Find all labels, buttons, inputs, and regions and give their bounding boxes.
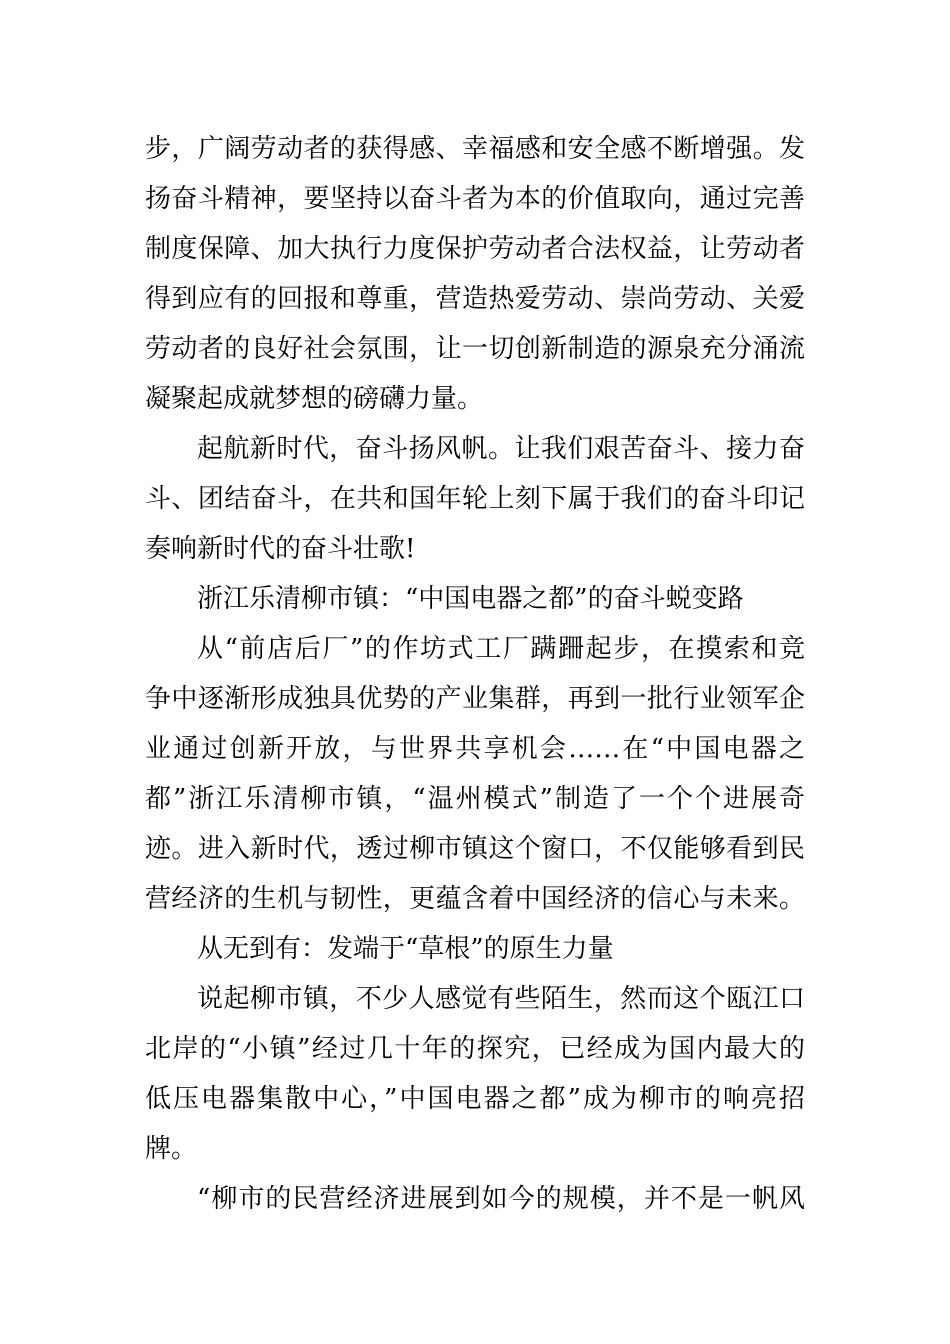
text-line-21: 牌。 [145, 1134, 198, 1164]
section-heading-grassroots: 从无到有：发端于“草根”的原生力量 [197, 934, 614, 964]
text-line-9: 奏响新时代的奋斗壮歌! [145, 534, 416, 564]
text-line-2: 扬奋斗精神，要坚持以奋斗者为本的价值取向，通过完善 [145, 184, 805, 214]
text-line-19: 北岸的“小镇”经过几十年的探究，已经成为国内最大的 [145, 1034, 805, 1064]
text-line-13: 业通过创新开放，与世界共享机会……在“中国电器之 [145, 734, 805, 764]
text-line-3: 制度保障、加大执行力度保护劳动者合法权益，让劳动者 [145, 234, 805, 264]
text-line-12: 争中逐渐形成独具优势的产业集群，再到一批行业领军企 [145, 684, 805, 714]
text-line-6: 凝聚起成就梦想的磅礴力量。 [145, 384, 484, 414]
text-line-7: 起航新时代，奋斗扬风帆。让我们艰苦奋斗、接力奋 [197, 434, 805, 464]
text-line-22: “柳市的民营经济进展到如今的规模，并不是一帆风 [197, 1184, 805, 1214]
text-line-14: 都”浙江乐清柳市镇，“温州模式”制造了一个个进展奇 [145, 784, 805, 814]
text-line-18: 说起柳市镇，不少人感觉有些陌生，然而这个瓯江口 [197, 984, 805, 1014]
text-line-4: 得到应有的回报和尊重，营造热爱劳动、崇尚劳动、关爱 [145, 284, 805, 314]
text-line-8: 斗、团结奋斗，在共和国年轮上刻下属于我们的奋斗印记 [145, 484, 805, 514]
section-heading-liushi: 浙江乐清柳市镇：“中国电器之都”的奋斗蜕变路 [197, 584, 744, 614]
text-line-15: 迹。进入新时代，透过柳市镇这个窗口，不仅能够看到民 [145, 834, 805, 864]
text-line-20: 低压电器集散中心，”中国电器之都”成为柳市的响亮招 [145, 1084, 805, 1114]
text-line-5: 劳动者的良好社会氛围，让一切创新制造的源泉充分涌流 [145, 334, 805, 364]
text-line-1: 步，广阔劳动者的获得感、幸福感和安全感不断增强。发 [145, 134, 805, 164]
text-line-16: 营经济的生机与韧性，更蕴含着中国经济的信心与未来。 [145, 884, 805, 914]
text-line-11: 从“前店后厂”的作坊式工厂蹒跚起步，在摸索和竞 [197, 634, 805, 664]
